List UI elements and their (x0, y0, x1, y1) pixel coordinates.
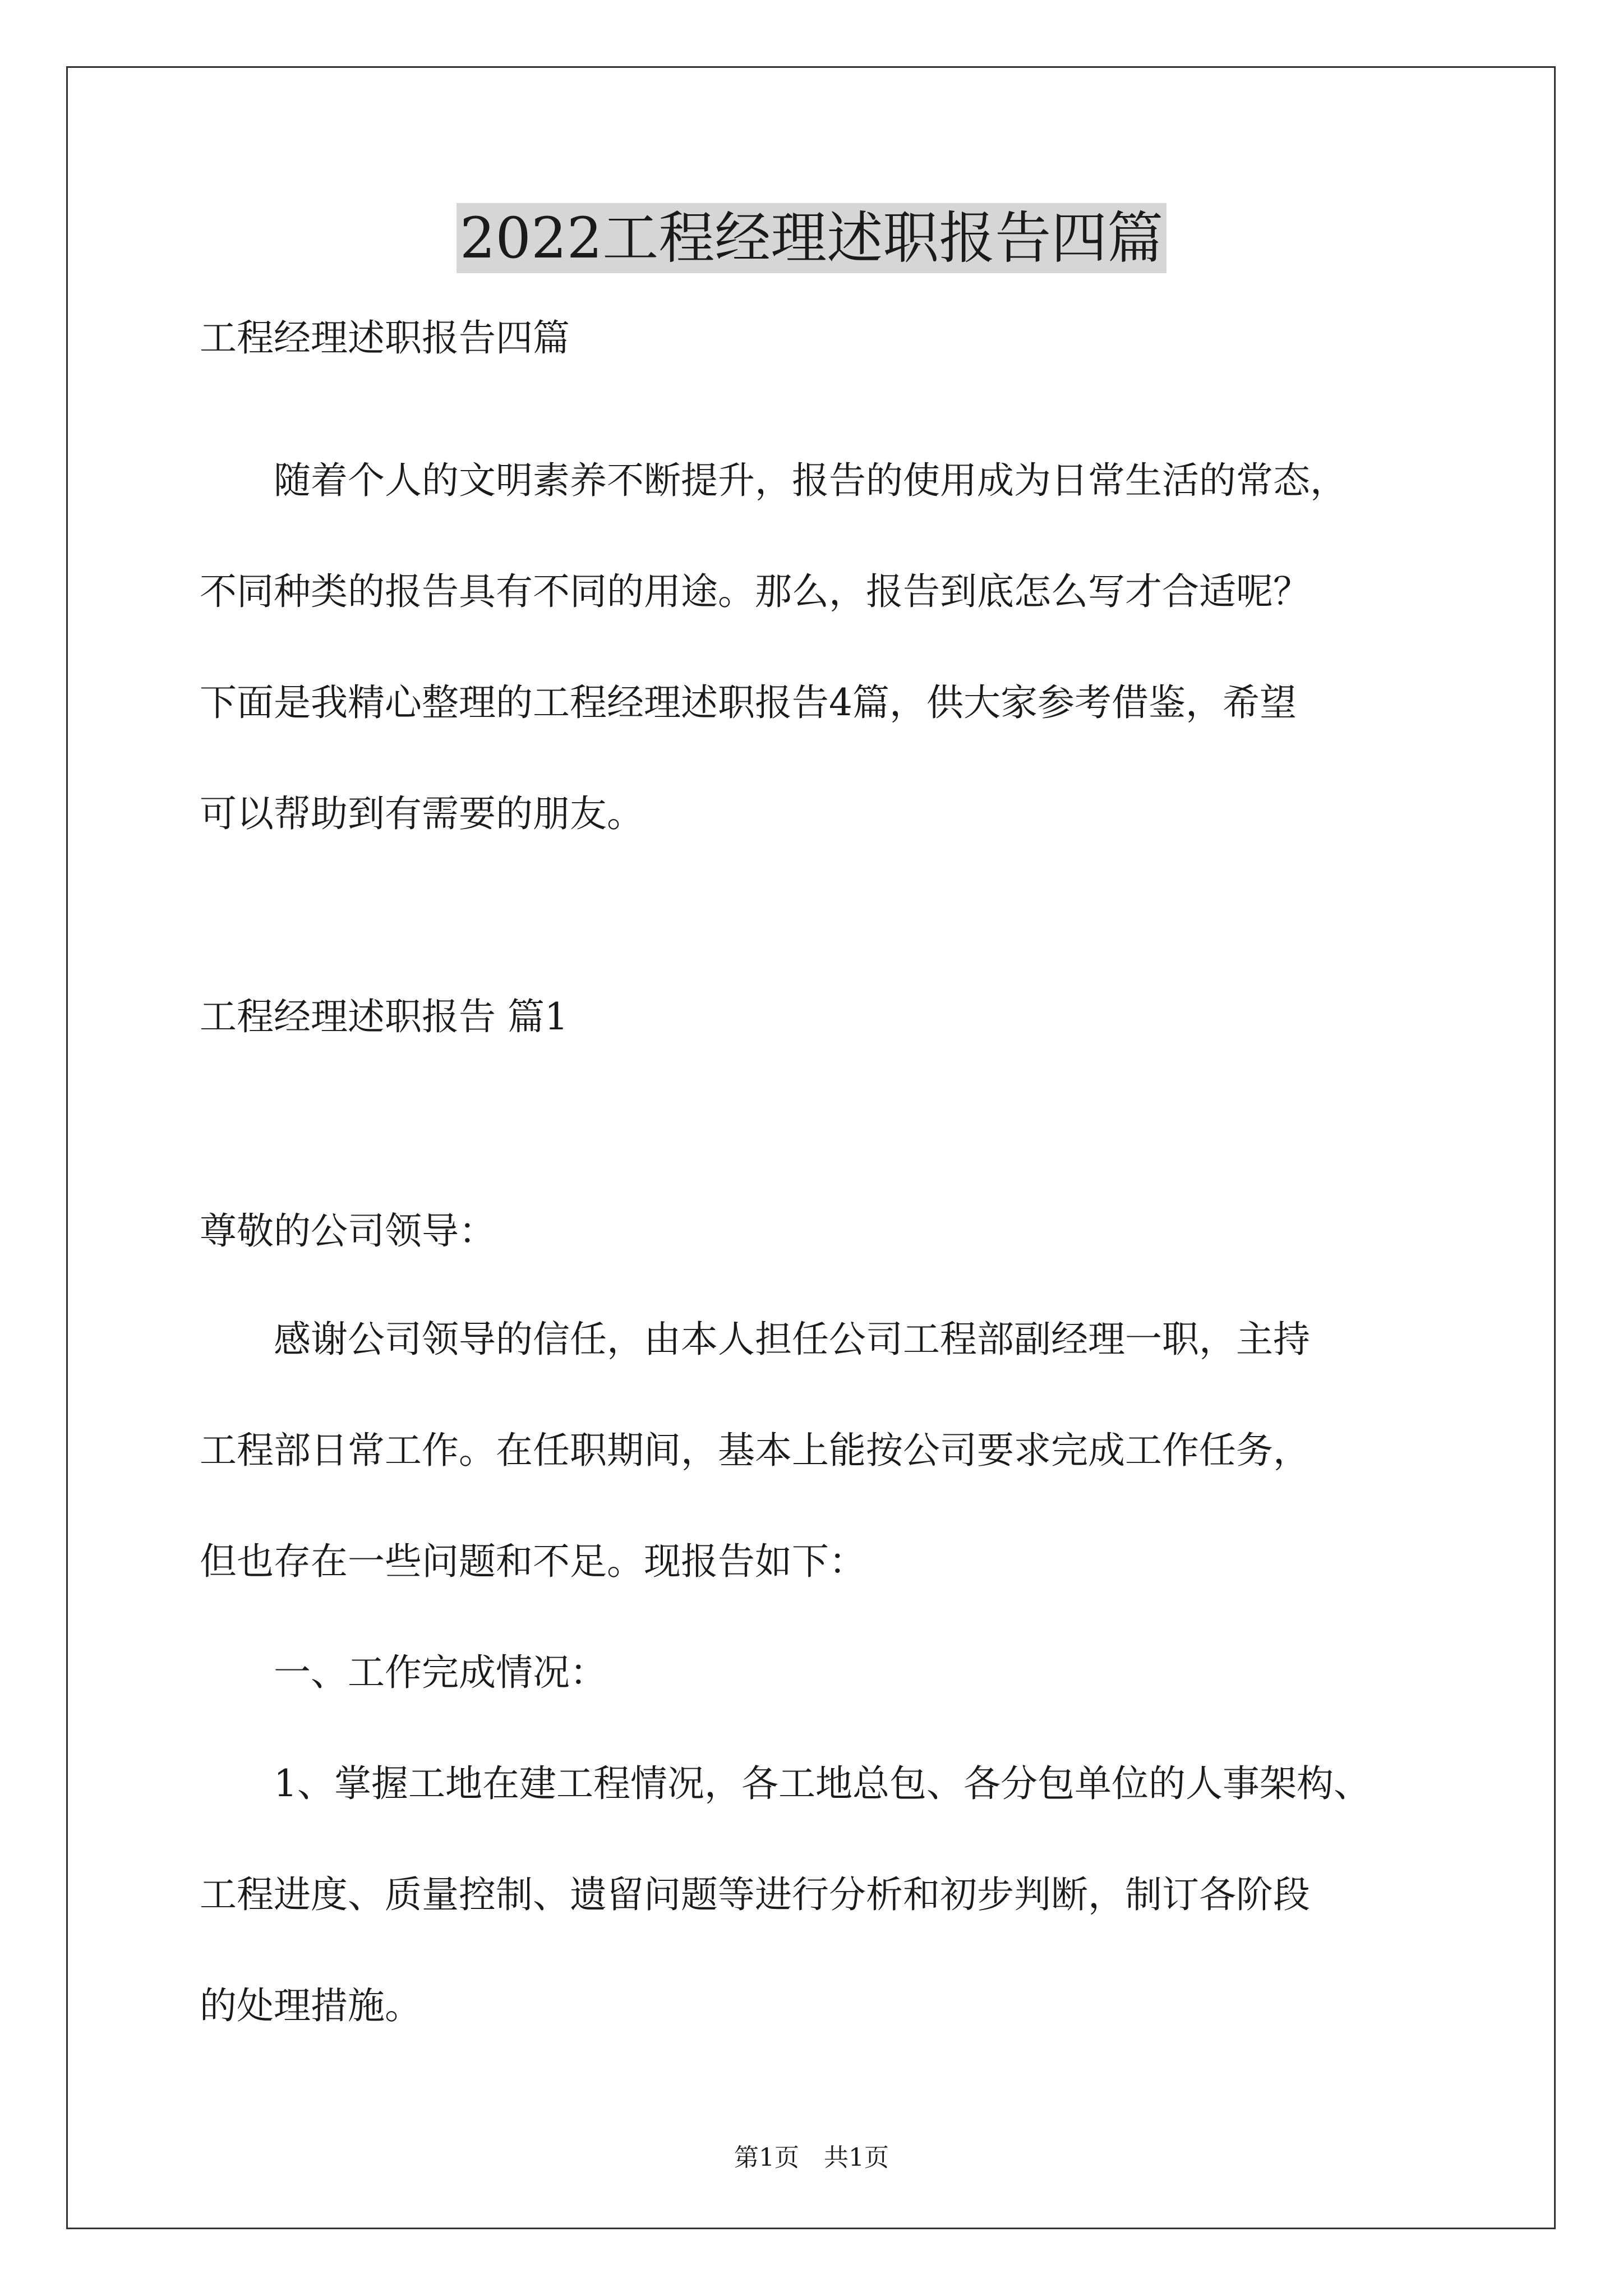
paragraph-line: 随着个人的文明素养不断提升，报告的使用成为日常生活的常态， (200, 459, 1347, 502)
subtitle-line: 工程经理述职报告四篇 (200, 316, 570, 360)
paragraph-line: 1、掌握工地在建工程情况，各工地总包、各分包单位的人事架构、 (200, 1762, 1371, 1805)
document-title-text: 2022工程经理述职报告四篇 (457, 203, 1167, 273)
document-title (0, 203, 1623, 273)
paragraph-line: 但也存在一些问题和不足。现报告如下： (200, 1540, 866, 1583)
paragraph-line: 感谢公司领导的信任，由本人担任公司工程部副经理一职，主持 (200, 1318, 1310, 1361)
salutation-line: 尊敬的公司领导： (200, 1209, 496, 1253)
paragraph-line: 的处理措施。 (200, 1984, 422, 2027)
paragraph-line: 不同种类的报告具有不同的用途。那么，报告到底怎么写才合适呢？ (200, 570, 1310, 613)
paragraph-line: 下面是我精心整理的工程经理述职报告4篇，供大家参考借鉴，希望 (200, 681, 1297, 724)
page-footer: 第1页 共1页 (734, 2143, 889, 2172)
paragraph-line: 工程部日常工作。在任职期间，基本上能按公司要求完成工作任务， (200, 1429, 1310, 1472)
paragraph-line: 可以帮助到有需要的朋友。 (200, 792, 644, 835)
paragraph-line: 工程进度、质量控制、遗留问题等进行分析和初步判断，制订各阶段 (200, 1873, 1310, 1916)
section-heading: 工程经理述职报告 篇1 (200, 995, 568, 1038)
list-heading: 一、工作完成情况： (200, 1651, 607, 1694)
